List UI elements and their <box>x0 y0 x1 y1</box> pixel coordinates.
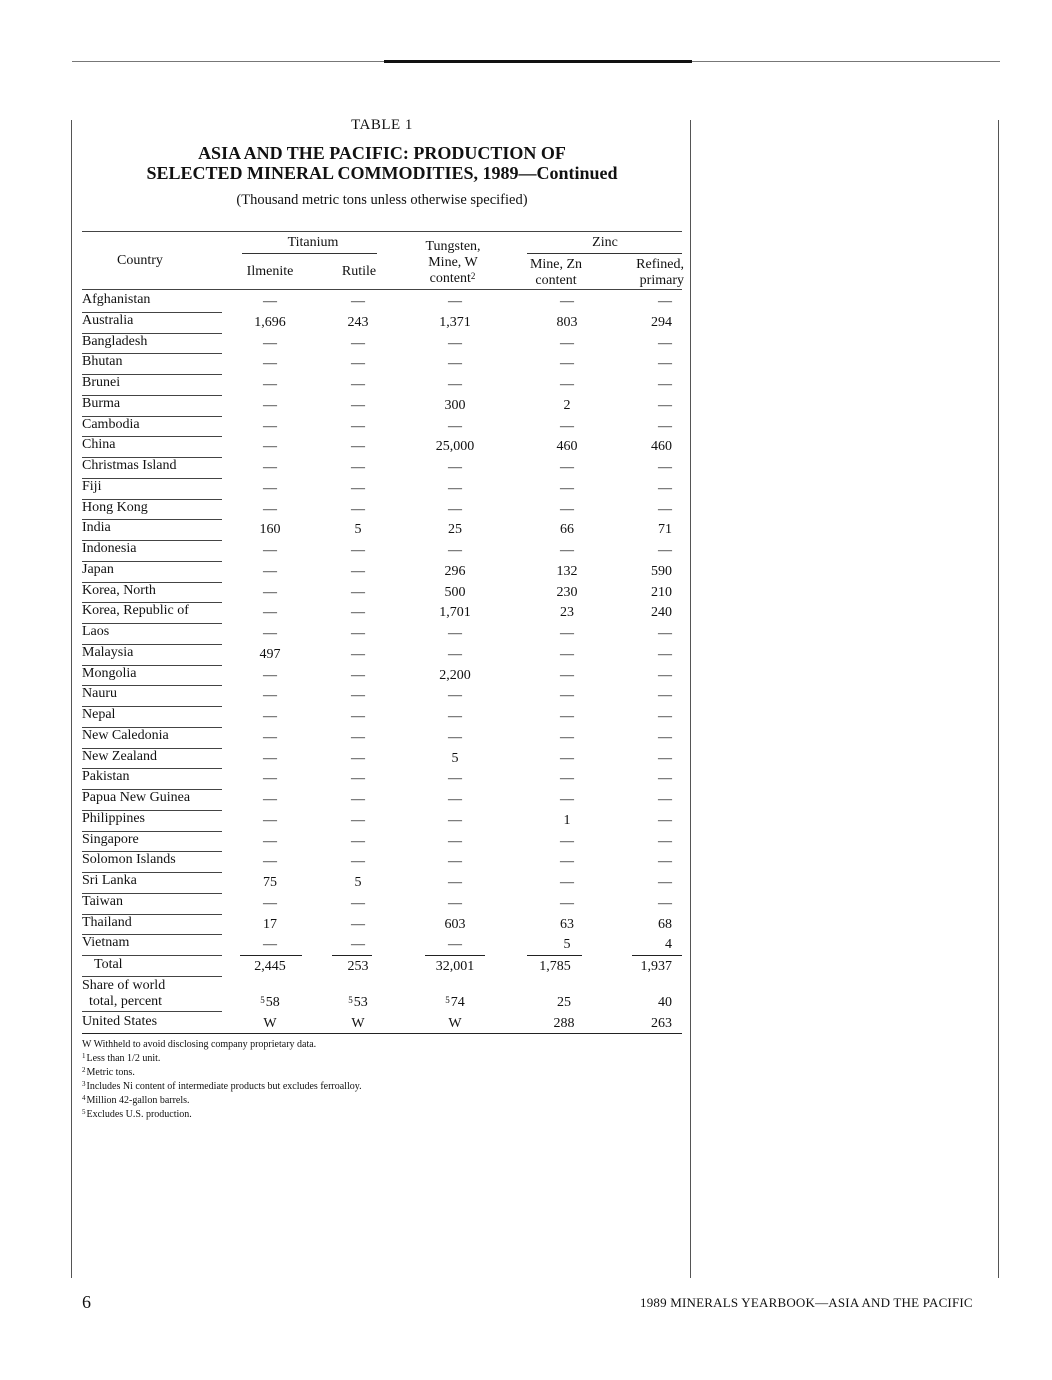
share-ilmenite-value: 58 <box>265 995 280 1010</box>
ilmenite-cell: — <box>263 584 277 600</box>
share-row-rule <box>82 1011 222 1012</box>
tungsten-cell: — <box>448 875 462 890</box>
zinc-refined-cell: — <box>658 688 672 704</box>
country-cell: Bangladesh <box>82 333 148 349</box>
zinc-refined-cell: — <box>658 294 672 309</box>
ilmenite-cell: — <box>263 895 277 911</box>
ilmenite-cell: — <box>263 626 277 641</box>
country-cell: Japan <box>82 561 114 577</box>
rutile-cell: — <box>351 771 365 787</box>
zinc-mine-cell: — <box>560 729 574 745</box>
row-rule <box>82 478 222 479</box>
country-cell: Taiwan <box>82 893 124 909</box>
share-label-line-1: Share of world <box>82 978 166 993</box>
tungsten-cell: — <box>448 294 462 309</box>
rutile-cell: — <box>351 397 365 413</box>
zinc-mine-cell: 2 <box>563 397 571 413</box>
table-subtitle: (Thousand metric tons unless otherwise specified) <box>236 192 528 208</box>
column-header-tungsten <box>412 239 494 287</box>
zinc-refined-cell: — <box>658 646 672 662</box>
zinc-refined-cell: 590 <box>651 563 672 579</box>
ilmenite-cell: 497 <box>259 646 281 662</box>
zinc-mine-cell: — <box>560 709 574 724</box>
tungsten-cell: — <box>448 356 462 372</box>
tungsten-cell: — <box>448 480 462 496</box>
us-ilmenite: W <box>263 1016 277 1031</box>
ilmenite-cell: — <box>263 750 277 766</box>
tungsten-cell: — <box>448 543 462 558</box>
rutile-cell: — <box>351 916 365 932</box>
ilmenite-cell: — <box>263 397 277 413</box>
zinc-refined-cell: — <box>658 895 672 911</box>
zinc-mine-cell: 66 <box>560 522 574 538</box>
center-column-rule <box>690 120 691 1278</box>
total-row-rule <box>82 976 222 977</box>
zinc-refined-cell: — <box>658 480 672 496</box>
zinc-mine-cell: 63 <box>560 916 574 932</box>
tungsten-header-text: content <box>429 271 471 286</box>
zinc-refined-header-line-1: Refined, <box>636 257 684 272</box>
footnote-marker: 4 <box>82 1094 86 1102</box>
ilmenite-cell: — <box>263 729 277 745</box>
zinc-mine-cell: 5 <box>563 937 571 953</box>
tungsten-cell: — <box>448 792 462 807</box>
us-zinc-mine: 288 <box>553 1016 575 1031</box>
column-header-ilmenite: Ilmenite <box>246 264 294 279</box>
ilmenite-cell: — <box>263 937 277 953</box>
total-rule-tungsten <box>425 955 485 956</box>
us-zinc-refined: 263 <box>651 1016 672 1031</box>
country-cell: Cambodia <box>82 416 140 432</box>
country-cell: Australia <box>82 312 134 328</box>
country-cell: Thailand <box>82 914 132 930</box>
zinc-mine-cell: — <box>560 294 574 309</box>
tungsten-cell: 2,200 <box>439 667 471 683</box>
zinc-mine-cell: — <box>560 750 574 766</box>
column-group-zinc: Zinc <box>592 235 618 250</box>
ilmenite-cell: — <box>263 356 277 372</box>
column-header-zinc-mine <box>520 257 592 289</box>
zinc-mine-cell: 803 <box>556 314 578 330</box>
share-zinc-mine: 25 <box>557 995 571 1010</box>
tungsten-cell: 1,701 <box>439 605 471 621</box>
rutile-cell: — <box>351 605 365 621</box>
rutile-cell: — <box>351 792 365 807</box>
tungsten-cell: — <box>448 335 462 351</box>
rutile-cell: — <box>351 626 365 641</box>
zinc-refined-cell: — <box>658 771 672 787</box>
left-column-rule <box>71 120 72 1278</box>
ilmenite-cell: — <box>263 771 277 787</box>
rutile-cell: — <box>351 688 365 704</box>
zinc-mine-header-line-1: Mine, Zn <box>529 257 583 272</box>
rutile-cell: — <box>351 833 365 849</box>
share-zinc-refined: 40 <box>658 995 672 1010</box>
top-rule-accent <box>384 60 692 63</box>
rutile-cell: — <box>351 356 365 372</box>
zinc-mine-cell: — <box>560 418 574 434</box>
zinc-refined-cell: — <box>658 729 672 745</box>
tungsten-cell: 296 <box>444 563 466 579</box>
zinc-refined-cell: — <box>658 854 672 870</box>
zinc-mine-cell: — <box>560 688 574 704</box>
share-tungsten-value: 74 <box>450 995 465 1010</box>
rutile-cell: — <box>351 480 365 496</box>
country-cell: Fiji <box>82 478 102 494</box>
footnote-marker: 5 <box>260 995 265 1005</box>
rutile-cell: — <box>351 584 365 600</box>
rutile-cell: — <box>351 294 365 309</box>
zinc-refined-cell: 4 <box>665 937 672 953</box>
tungsten-cell: — <box>448 854 462 870</box>
ilmenite-cell: — <box>263 833 277 849</box>
country-cell: Korea, North <box>82 582 156 598</box>
footnote <box>82 1039 316 1051</box>
country-cell: India <box>82 520 111 536</box>
country-cell: Pakistan <box>82 769 130 785</box>
tungsten-cell: — <box>448 501 462 517</box>
share-rutile-value: 53 <box>353 995 368 1010</box>
footnote-text: Million 42-gallon barrels. <box>86 1095 190 1106</box>
zinc-mine-cell: — <box>560 480 574 496</box>
zinc-mine-cell: — <box>560 377 574 392</box>
rutile-cell: — <box>351 750 365 766</box>
tungsten-cell: 25,000 <box>435 439 475 455</box>
tungsten-cell: — <box>448 937 462 953</box>
zinc-mine-cell: — <box>560 875 574 890</box>
zinc-mine-cell: — <box>560 667 574 683</box>
tungsten-cell: — <box>448 833 462 849</box>
row-rule <box>82 955 222 956</box>
zinc-mine-cell: — <box>560 895 574 911</box>
share-label-line-2: total, percent <box>89 994 163 1009</box>
country-cell: Burma <box>82 395 121 411</box>
share-rutile <box>328 995 388 1011</box>
tungsten-cell: — <box>448 626 462 641</box>
country-cell: Mongolia <box>82 665 137 681</box>
country-cell: Nauru <box>82 686 117 702</box>
ilmenite-cell: — <box>263 480 277 496</box>
tungsten-cell: — <box>448 418 462 434</box>
footnote-marker: 5 <box>445 995 450 1005</box>
column-header-rutile: Rutile <box>341 264 377 279</box>
zinc-mine-cell: — <box>560 771 574 787</box>
zinc-mine-cell: 460 <box>556 439 578 455</box>
rutile-cell: — <box>351 895 365 911</box>
us-label: United States <box>82 1014 158 1029</box>
tungsten-cell: — <box>448 895 462 911</box>
zinc-mine-cell: — <box>560 626 574 641</box>
footnote <box>82 1095 190 1107</box>
total-rule-ilmenite <box>240 955 302 956</box>
zinc-refined-cell: — <box>658 750 672 766</box>
country-cell: Papua New Guinea <box>82 790 191 805</box>
zinc-refined-cell: — <box>658 543 672 558</box>
rutile-cell: 243 <box>347 314 369 330</box>
country-cell: Philippines <box>82 810 146 826</box>
tungsten-cell: 1,371 <box>439 314 471 330</box>
column-header-country: Country <box>117 253 163 268</box>
rutile-cell: — <box>351 709 365 724</box>
ilmenite-cell: 75 <box>263 875 277 890</box>
tungsten-cell: — <box>448 709 462 724</box>
zinc-refined-cell: 210 <box>651 584 672 600</box>
zinc-mine-cell: — <box>560 646 574 662</box>
table-title-line-2: SELECTED MINERAL COMMODITIES, 1989—Continued <box>146 163 618 183</box>
country-cell: New Caledonia <box>82 727 169 743</box>
tungsten-cell: 603 <box>444 916 466 932</box>
footnote-text: Less than 1/2 unit. <box>86 1053 161 1064</box>
footnote-marker: 5 <box>348 995 353 1005</box>
ilmenite-cell: — <box>263 439 277 455</box>
country-cell: Nepal <box>82 707 116 722</box>
total-rule-zinc-mine <box>527 955 582 956</box>
ilmenite-cell: 17 <box>263 916 277 932</box>
ilmenite-cell: — <box>263 294 277 309</box>
page-number: 6 <box>82 1292 91 1312</box>
rutile-cell: 5 <box>354 875 362 890</box>
zinc-refined-cell: — <box>658 377 672 392</box>
zinc-mine-cell: — <box>560 460 574 475</box>
zinc-mine-cell: — <box>560 792 574 807</box>
total-label: Total <box>94 957 123 972</box>
total-zinc-mine: 1,785 <box>539 959 571 974</box>
country-cell: Brunei <box>82 375 121 390</box>
ilmenite-cell: — <box>263 563 277 579</box>
country-cell: Bhutan <box>82 354 123 370</box>
rutile-cell: — <box>351 729 365 745</box>
country-cell: Vietnam <box>82 935 130 951</box>
total-rule-rutile <box>332 955 372 956</box>
ilmenite-cell: — <box>263 460 277 475</box>
tungsten-cell: — <box>448 771 462 787</box>
rutile-cell: 5 <box>354 522 362 538</box>
tungsten-cell: — <box>448 646 462 662</box>
tungsten-cell: 300 <box>444 397 466 413</box>
total-ilmenite: 2,445 <box>254 959 286 974</box>
country-cell: Laos <box>82 624 110 639</box>
us-rutile: W <box>351 1016 365 1031</box>
zinc-refined-cell: — <box>658 356 672 372</box>
footnote-marker: 2 <box>470 271 476 281</box>
zinc-refined-cell: — <box>658 501 672 517</box>
zinc-refined-cell: — <box>658 833 672 849</box>
country-cell: Korea, Republic of <box>82 603 189 619</box>
tungsten-cell: 25 <box>448 522 462 538</box>
country-cell: New Zealand <box>82 748 158 764</box>
zinc-mine-cell: — <box>560 854 574 870</box>
ilmenite-cell: — <box>263 709 277 724</box>
tungsten-cell: 5 <box>451 750 459 766</box>
tungsten-cell: — <box>448 688 462 704</box>
ilmenite-cell: — <box>263 667 277 683</box>
zinc-mine-cell: — <box>560 543 574 558</box>
total-tungsten: 32,001 <box>435 959 475 974</box>
zinc-refined-cell: 294 <box>651 314 672 330</box>
tungsten-cell: — <box>448 377 462 392</box>
zinc-mine-cell: — <box>560 356 574 372</box>
zinc-mine-cell: 1 <box>563 812 571 828</box>
rutile-cell: — <box>351 501 365 517</box>
footnote-text: Metric tons. <box>86 1067 135 1078</box>
zinc-refined-cell: 460 <box>651 439 672 455</box>
country-cell: Malaysia <box>82 644 134 660</box>
rutile-cell: — <box>351 646 365 662</box>
zinc-mine-cell: 23 <box>560 605 574 621</box>
header-bottom-rule <box>82 289 682 290</box>
rutile-cell: — <box>351 335 365 351</box>
footnote-text: Includes Ni content of intermediate products but excludes ferroalloy. <box>86 1081 362 1092</box>
rutile-cell: — <box>351 418 365 434</box>
table-label: TABLE 1 <box>351 117 413 133</box>
zinc-mine-cell: 132 <box>556 563 578 579</box>
column-group-titanium: Titanium <box>287 235 339 250</box>
ilmenite-cell: 160 <box>259 522 281 538</box>
ilmenite-cell: — <box>263 377 277 392</box>
zinc-refined-cell: 68 <box>658 916 672 932</box>
rutile-cell: — <box>351 543 365 558</box>
zinc-refined-cell: — <box>658 709 672 724</box>
footnote <box>82 1109 192 1121</box>
rutile-cell: — <box>351 460 365 475</box>
zinc-refined-cell: — <box>658 397 672 413</box>
zinc-group-rule <box>527 253 682 254</box>
total-rutile: 253 <box>347 959 369 974</box>
country-cell: Christmas Island <box>82 458 177 473</box>
rutile-cell: — <box>351 377 365 392</box>
country-cell: Singapore <box>82 831 139 847</box>
zinc-refined-header-line-2: primary <box>639 273 684 288</box>
zinc-refined-cell: — <box>658 667 672 683</box>
rutile-cell: — <box>351 854 365 870</box>
zinc-refined-cell: — <box>658 812 672 828</box>
header-top-rule <box>82 231 682 232</box>
country-cell: Sri Lanka <box>82 873 137 888</box>
rutile-cell: — <box>351 563 365 579</box>
tungsten-cell: — <box>448 460 462 475</box>
tungsten-cell: — <box>448 729 462 745</box>
country-cell: Afghanistan <box>82 292 151 307</box>
share-ilmenite <box>240 995 300 1011</box>
footnote-text: W Withheld to avoid disclosing company proprietary data. <box>82 1039 317 1050</box>
footnote-marker: 5 <box>82 1108 86 1116</box>
us-tungsten: W <box>448 1016 462 1031</box>
zinc-mine-cell: — <box>560 833 574 849</box>
footnote-text: Excludes U.S. production. <box>86 1109 192 1120</box>
ilmenite-cell: 1,696 <box>254 314 286 330</box>
total-rule-zinc-refined <box>632 955 682 956</box>
total-zinc-refined: 1,937 <box>640 959 672 974</box>
tungsten-header-line-2: Mine, W <box>428 255 478 270</box>
table-bottom-rule <box>82 1033 682 1034</box>
ilmenite-cell: — <box>263 605 277 621</box>
zinc-refined-cell: — <box>658 875 672 890</box>
footnote-marker: 1 <box>82 1052 86 1060</box>
ilmenite-cell: — <box>263 418 277 434</box>
running-footer: 1989 MINERALS YEARBOOK—ASIA AND THE PACIFIC <box>640 1295 973 1310</box>
ilmenite-cell: — <box>263 501 277 517</box>
right-column-rule <box>998 120 999 1278</box>
footnote-marker: 3 <box>82 1080 86 1088</box>
rutile-cell: — <box>351 667 365 683</box>
ilmenite-cell: — <box>263 812 277 828</box>
zinc-refined-cell: — <box>658 626 672 641</box>
zinc-mine-cell: — <box>560 501 574 517</box>
zinc-refined-cell: 71 <box>658 522 672 538</box>
country-cell: Solomon Islands <box>82 852 176 868</box>
footnote-marker: 2 <box>82 1066 86 1074</box>
zinc-mine-header-line-2: content <box>535 273 577 288</box>
footnote <box>82 1053 160 1065</box>
zinc-mine-cell: 230 <box>556 584 578 600</box>
table-title-line-1: ASIA AND THE PACIFIC: PRODUCTION OF <box>198 143 566 163</box>
zinc-mine-cell: — <box>560 335 574 351</box>
column-header-zinc-refined <box>622 257 684 289</box>
tungsten-header-line-3 <box>412 271 494 287</box>
country-cell: Hong Kong <box>82 499 148 515</box>
footnote <box>82 1067 135 1079</box>
ilmenite-cell: — <box>263 792 277 807</box>
zinc-refined-cell: — <box>658 418 672 434</box>
zinc-refined-cell: — <box>658 792 672 807</box>
ilmenite-cell: — <box>263 543 277 558</box>
table-title <box>82 143 682 183</box>
country-cell: Indonesia <box>82 541 137 556</box>
rutile-cell: — <box>351 439 365 455</box>
footnote <box>82 1081 362 1093</box>
zinc-refined-cell: — <box>658 460 672 475</box>
zinc-refined-cell: — <box>658 335 672 351</box>
ilmenite-cell: — <box>263 854 277 870</box>
titanium-group-rule <box>242 253 377 254</box>
ilmenite-cell: — <box>263 688 277 704</box>
share-tungsten <box>421 995 489 1011</box>
rutile-cell: — <box>351 812 365 828</box>
zinc-refined-cell: 240 <box>651 605 672 621</box>
rutile-cell: — <box>351 937 365 953</box>
tungsten-header-line-1: Tungsten, <box>425 239 481 254</box>
tungsten-cell: 500 <box>444 584 466 600</box>
country-cell: China <box>82 437 116 453</box>
ilmenite-cell: — <box>263 335 277 351</box>
tungsten-cell: — <box>448 812 462 828</box>
